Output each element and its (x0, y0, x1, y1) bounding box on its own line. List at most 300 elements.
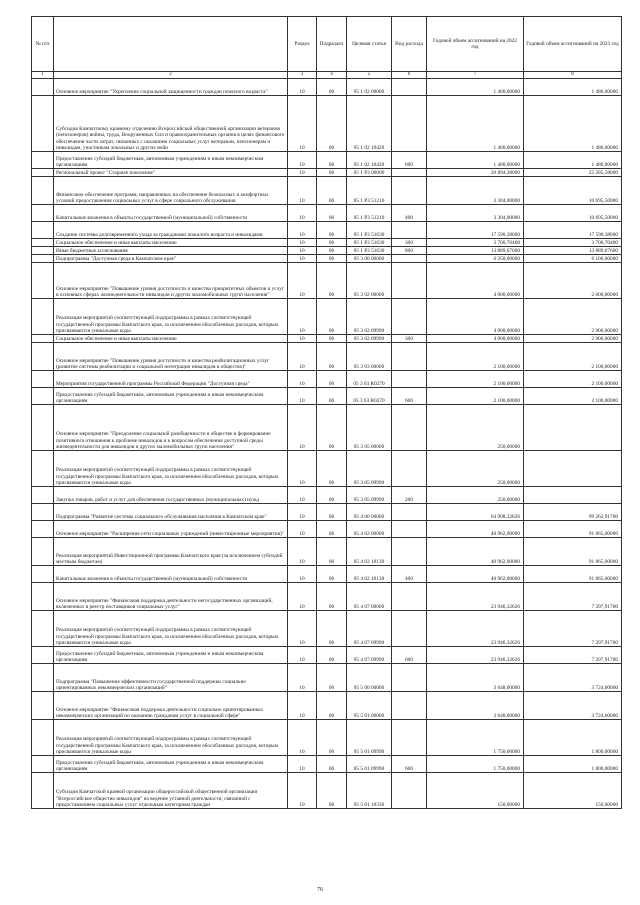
row-expense-kind-cell (392, 177, 427, 205)
row-target-article-cell: 05 1 02 10420 (347, 96, 392, 152)
header-section: Раздел (288, 17, 317, 72)
row-number-cell (32, 239, 54, 247)
row-subsection-cell: 06 (317, 720, 347, 756)
row-amount-2022-cell: 1 460,00000 (427, 79, 524, 96)
row-expense-kind-cell (392, 692, 427, 720)
row-amount-2022-cell: 1 750,00000 (427, 756, 524, 773)
row-name-cell: Капитальные вложения в объекты государственной (муниципальной) собственности (54, 205, 288, 222)
row-section-cell: 10 (288, 222, 317, 239)
row-number-cell (32, 720, 54, 756)
row-target-article-cell: 05 4 07 09990 (347, 611, 392, 647)
row-section-cell: 10 (288, 169, 317, 177)
row-amount-2022-cell: 4 000,00000 (427, 299, 524, 335)
row-subsection-cell: 06 (317, 263, 347, 299)
row-amount-2022-cell: 4 000,00000 (427, 263, 524, 299)
row-section-cell: 10 (288, 611, 317, 647)
page-number: 76 (317, 887, 323, 893)
table-row (32, 255, 622, 263)
column-numbers-row (32, 72, 622, 79)
header-amount-2022: Годовой объем ассигнований на 2022 год (427, 17, 524, 72)
table-row (32, 79, 622, 96)
row-subsection-cell: 06 (317, 583, 347, 611)
table-row (32, 538, 622, 566)
row-number-cell (32, 664, 54, 692)
row-section-cell: 10 (288, 79, 317, 96)
row-number-cell (32, 566, 54, 583)
row-target-article-cell: 05 4 02 00000 (347, 521, 392, 538)
row-expense-kind-cell (392, 299, 427, 335)
row-number-cell (32, 538, 54, 566)
row-amount-2022-cell: 150,00000 (427, 773, 524, 809)
table-row (32, 647, 622, 664)
row-amount-2022-cell: 40 962,00000 (427, 566, 524, 583)
row-amount-2023-cell: 150,00000 (524, 773, 622, 809)
row-name-cell: Закупка товаров, работ и услуг для обеспечения государственных (муниципальных) нужд (54, 487, 288, 504)
table-body (32, 79, 622, 809)
row-number-cell (32, 647, 54, 664)
row-amount-2023-cell: 7 397,91700 (524, 611, 622, 647)
row-expense-kind-cell: 600 (392, 388, 427, 405)
row-amount-2022-cell: 3 700,70400 (427, 239, 524, 247)
column-number: 7 (427, 72, 524, 79)
row-number-cell (32, 405, 54, 451)
row-target-article-cell: 05 4 00 00000 (347, 504, 392, 521)
table-row (32, 335, 622, 343)
row-target-article-cell: 05 1 P3 00000 (347, 169, 392, 177)
row-target-article-cell: 05 3 02 00000 (347, 263, 392, 299)
row-name-cell: Основное мероприятие "Расширение сети социальных учреждений (инвестиционные мероприятия)" (54, 521, 288, 538)
row-section-cell: 10 (288, 343, 317, 371)
row-subsection-cell: 06 (317, 756, 347, 773)
row-amount-2022-cell: 40 962,00000 (427, 521, 524, 538)
row-subsection-cell: 06 (317, 566, 347, 583)
row-amount-2023-cell: 7 397,91700 (524, 583, 622, 611)
row-amount-2023-cell: 1 480,00000 (524, 79, 622, 96)
row-name-cell: Иные бюджетные ассигнования (54, 247, 288, 255)
row-target-article-cell: 05 5 01 00000 (347, 692, 392, 720)
row-number-cell (32, 177, 54, 205)
row-name-cell: Основное мероприятие "Повышение уровня доступности и качества реабилитационных услуг (развитие системы реабилитации и социальной интеграции инвалидов в общество)" (54, 343, 288, 371)
row-amount-2022-cell: 64 908,32626 (427, 504, 524, 521)
row-name-cell: Основное мероприятие "Преодоление социальной разобщенности в обществе и формирование позитивного отношения к проблеме инвалидов и к вопросам обеспечения доступной среды жизнедеятельности для инвалидов и других маломобильных групп населения" (54, 405, 288, 451)
row-expense-kind-cell (392, 169, 427, 177)
row-subsection-cell: 06 (317, 521, 347, 538)
row-amount-2023-cell: 3 724,00000 (524, 664, 622, 692)
row-amount-2022-cell: 40 962,00000 (427, 538, 524, 566)
row-name-cell: Мероприятия государственной программы Российской Федерации "Доступная среда" (54, 371, 288, 388)
row-subsection-cell: 06 (317, 299, 347, 335)
row-subsection-cell: 06 (317, 177, 347, 205)
row-number-cell (32, 152, 54, 169)
budget-table (31, 16, 622, 809)
row-section-cell: 10 (288, 487, 317, 504)
row-amount-2022-cell: 3 304,00000 (427, 177, 524, 205)
row-expense-kind-cell: 400 (392, 205, 427, 222)
row-subsection-cell: 06 (317, 96, 347, 152)
row-name-cell: Реализация мероприятий Инвестиционной программы Камчатского края (за исключением субсидий местным бюджетам) (54, 538, 288, 566)
row-subsection-cell: 06 (317, 504, 347, 521)
row-subsection-cell: 06 (317, 611, 347, 647)
row-amount-2022-cell: 3 648,00000 (427, 692, 524, 720)
row-number-cell (32, 169, 54, 177)
row-amount-2023-cell: 7 397,91700 (524, 647, 622, 664)
row-subsection-cell: 06 (317, 405, 347, 451)
row-subsection-cell: 06 (317, 205, 347, 222)
row-subsection-cell: 06 (317, 79, 347, 96)
row-number-cell (32, 487, 54, 504)
row-number-cell (32, 756, 54, 773)
table-row (32, 504, 622, 521)
row-number-cell (32, 611, 54, 647)
row-amount-2023-cell: 1 480,00000 (524, 96, 622, 152)
table-row (32, 405, 622, 451)
row-subsection-cell: 06 (317, 692, 347, 720)
row-subsection-cell: 06 (317, 647, 347, 664)
row-amount-2022-cell: 3 648,00000 (427, 664, 524, 692)
table-row (32, 205, 622, 222)
row-section-cell: 10 (288, 299, 317, 335)
row-expense-kind-cell (392, 343, 427, 371)
row-amount-2023-cell: 99 262,91700 (524, 504, 622, 521)
row-amount-2023-cell: 2 000,00000 (524, 263, 622, 299)
row-name-cell: Субсидия Камчатской краевой организации общероссийской общественной организации "Всероссийское общество инвалидов" на ведение уставной деятельности, связанной с предоставлением социальных услуг отдельным категориям граждан (54, 773, 288, 809)
row-amount-2022-cell: 250,00000 (427, 451, 524, 487)
row-expense-kind-cell: 200 (392, 487, 427, 504)
row-name-cell: Предоставление субсидий бюджетным, автономным учреждениям и иным некоммерческим организациям (54, 756, 288, 773)
row-target-article-cell: 05 3 03 R0270 (347, 371, 392, 388)
row-amount-2023-cell: 17 590,38000 (524, 222, 622, 239)
row-target-article-cell: 05 1 P3 51210 (347, 177, 392, 205)
row-subsection-cell: 06 (317, 255, 347, 263)
row-expense-kind-cell: 800 (392, 247, 427, 255)
row-name-cell: Социальное обеспечение и иные выплаты населению (54, 239, 288, 247)
row-amount-2022-cell: 3 304,00000 (427, 205, 524, 222)
row-target-article-cell: 05 4 07 00000 (347, 583, 392, 611)
table-row (32, 177, 622, 205)
table-row (32, 169, 622, 177)
row-number-cell (32, 521, 54, 538)
row-name-cell: Подпрограмма "Доступная среда в Камчатском крае" (54, 255, 288, 263)
row-amount-2023-cell: 1 800,00000 (524, 720, 622, 756)
row-amount-2023-cell: 1 800,00000 (524, 756, 622, 773)
row-expense-kind-cell (392, 720, 427, 756)
table-row (32, 263, 622, 299)
row-expense-kind-cell (392, 79, 427, 96)
row-expense-kind-cell: 600 (392, 152, 427, 169)
row-number-cell (32, 371, 54, 388)
row-section-cell: 10 (288, 451, 317, 487)
row-name-cell: Предоставление субсидий бюджетным, автономным учреждениям и иным некоммерческим организациям (54, 152, 288, 169)
header-row (32, 17, 622, 72)
row-target-article-cell: 05 1 02 00000 (347, 79, 392, 96)
row-name-cell: Реализация мероприятий соответствующей подпрограммы в рамках соответствующей государственной программы Камчатского края, за исключением обособленных расходов, которым присваиваются уникальные коды (54, 299, 288, 335)
header-number: № п/п (32, 17, 54, 72)
row-section-cell: 10 (288, 152, 317, 169)
row-number-cell (32, 96, 54, 152)
row-section-cell: 10 (288, 504, 317, 521)
row-name-cell: Подпрограмма "Повышение эффективности государственной поддержки социально ориентированных некоммерческих организаций" (54, 664, 288, 692)
row-amount-2023-cell: 2 100,00000 (524, 343, 622, 371)
row-amount-2023-cell: 6 100,00000 (524, 255, 622, 263)
row-section-cell: 10 (288, 566, 317, 583)
row-expense-kind-cell (392, 222, 427, 239)
row-target-article-cell: 05 4 02 10130 (347, 538, 392, 566)
row-number-cell (32, 255, 54, 263)
row-expense-kind-cell: 400 (392, 566, 427, 583)
row-subsection-cell: 06 (317, 222, 347, 239)
column-number: 2 (54, 72, 288, 79)
row-number-cell (32, 263, 54, 299)
row-amount-2022-cell: 17 590,38000 (427, 222, 524, 239)
row-section-cell: 10 (288, 239, 317, 247)
row-section-cell: 10 (288, 773, 317, 809)
table-row (32, 247, 622, 255)
row-target-article-cell: 05 3 03 R0270 (347, 388, 392, 405)
column-number: 3 (288, 72, 317, 79)
row-subsection-cell: 06 (317, 343, 347, 371)
row-expense-kind-cell (392, 96, 427, 152)
table-row (32, 96, 622, 152)
row-amount-2023-cell: 91 865,00000 (524, 566, 622, 583)
row-name-cell: Подпрограмма "Развитие системы социального обслуживания населения в Камчатском крае" (54, 504, 288, 521)
row-number-cell (32, 504, 54, 521)
row-amount-2023-cell: 2 100,00000 (524, 388, 622, 405)
row-amount-2023-cell: 2 000,00000 (524, 299, 622, 335)
row-amount-2023-cell: 10 695,50000 (524, 177, 622, 205)
row-amount-2022-cell: 23 946,32626 (427, 611, 524, 647)
row-amount-2023-cell: 91 865,00000 (524, 538, 622, 566)
row-amount-2023-cell: 91 865,00000 (524, 521, 622, 538)
row-expense-kind-cell (392, 371, 427, 388)
row-section-cell: 10 (288, 335, 317, 343)
table-row (32, 152, 622, 169)
row-target-article-cell: 05 3 05 00000 (347, 405, 392, 451)
row-section-cell: 10 (288, 538, 317, 566)
row-number-cell (32, 79, 54, 96)
table-row (32, 239, 622, 247)
row-name-cell: Региональный проект "Старшее поколение" (54, 169, 288, 177)
header-name (54, 17, 288, 72)
row-section-cell: 10 (288, 388, 317, 405)
row-name-cell: Основное мероприятие "Финансовая поддержка деятельности негосударственных организаций, включенных в реестр поставщиков социальных услуг" (54, 583, 288, 611)
row-target-article-cell: 05 1 02 10420 (347, 152, 392, 169)
table-row (32, 720, 622, 756)
row-amount-2022-cell: 13 889,67600 (427, 247, 524, 255)
row-amount-2022-cell: 20 894,38000 (427, 169, 524, 177)
row-name-cell: Основное мероприятие "Повышение уровня доступности и качества приоритетных объектов и услуг в основных сферах жизнедеятельности инвалидов и других маломобильных групп населения" (54, 263, 288, 299)
row-number-cell (32, 205, 54, 222)
row-name-cell: Реализация мероприятий соответствующей подпрограммы в рамках соответствующей государственной программы Камчатского края, за исключением обособленных расходов, которым присваиваются уникальные коды (54, 720, 288, 756)
row-amount-2023-cell: 1 480,00000 (524, 152, 622, 169)
row-number-cell (32, 388, 54, 405)
row-target-article-cell: 05 4 07 09990 (347, 647, 392, 664)
row-number-cell (32, 247, 54, 255)
row-section-cell: 10 (288, 177, 317, 205)
row-subsection-cell: 06 (317, 152, 347, 169)
row-amount-2023-cell: 2 100,00000 (524, 371, 622, 388)
row-expense-kind-cell (392, 405, 427, 451)
column-number: 4 (317, 72, 347, 79)
header-subsection: Подраздел (317, 17, 347, 72)
table-row (32, 388, 622, 405)
row-expense-kind-cell (392, 664, 427, 692)
row-expense-kind-cell (392, 451, 427, 487)
row-name-cell: Основное мероприятие "Финансовая поддержка деятельности социально ориентированных некоммерческих организаций по оказанию гражданам услуг в социальной сфере" (54, 692, 288, 720)
row-section-cell: 10 (288, 255, 317, 263)
row-number-cell (32, 299, 54, 335)
row-target-article-cell: 05 5 01 10336 (347, 773, 392, 809)
row-expense-kind-cell (392, 263, 427, 299)
row-section-cell: 10 (288, 664, 317, 692)
row-name-cell: Субсидия Камчатскому краевому отделению Всероссийской общественной организации ветеранов (пенсионеров) войны, труда, Вооруженных Сил и правоохранительных органов в целях финансового обеспечения части затрат, связанных с оказанием социальных услуг ветеранам, пенсионерам и инвалидам, участникам локальных и других войн (54, 96, 288, 152)
row-name-cell: Создание системы долговременного ухода за гражданами пожилого возраста и инвалидами (54, 222, 288, 239)
row-name-cell: Социальное обеспечение и иные выплаты населению (54, 335, 288, 343)
row-amount-2023-cell: 13 889,67600 (524, 247, 622, 255)
row-target-article-cell: 05 3 02 09990 (347, 299, 392, 335)
row-subsection-cell: 06 (317, 538, 347, 566)
row-section-cell: 10 (288, 720, 317, 756)
row-section-cell: 10 (288, 405, 317, 451)
table-row (32, 611, 622, 647)
row-expense-kind-cell: 300 (392, 335, 427, 343)
row-number-cell (32, 583, 54, 611)
row-subsection-cell: 06 (317, 239, 347, 247)
row-expense-kind-cell (392, 504, 427, 521)
row-amount-2022-cell: 250,00000 (427, 487, 524, 504)
table-row (32, 521, 622, 538)
table-row (32, 664, 622, 692)
row-subsection-cell: 06 (317, 247, 347, 255)
table-row (32, 566, 622, 583)
row-target-article-cell: 05 1 P3 51630 (347, 247, 392, 255)
row-target-article-cell: 05 1 P3 51630 (347, 239, 392, 247)
row-amount-2022-cell: 1 460,00000 (427, 152, 524, 169)
header-expense-kind: Вид расхода (392, 17, 427, 72)
row-amount-2023-cell (524, 405, 622, 451)
row-section-cell: 10 (288, 371, 317, 388)
header-target-article: Целевая статья (347, 17, 392, 72)
row-target-article-cell: 05 3 02 09990 (347, 335, 392, 343)
row-subsection-cell: 06 (317, 169, 347, 177)
row-amount-2023-cell: 10 695,50000 (524, 205, 622, 222)
row-number-cell (32, 222, 54, 239)
row-number-cell (32, 451, 54, 487)
row-name-cell: Реализация мероприятий соответствующей подпрограммы в рамках соответствующей государственной программы Камчатского края, за исключением обособленных расходов, которым присваиваются уникальные коды (54, 611, 288, 647)
row-name-cell: Капитальные вложения в объекты государственной (муниципальной) собственности (54, 566, 288, 583)
row-amount-2023-cell: 3 724,00000 (524, 692, 622, 720)
row-target-article-cell: 05 5 01 09990 (347, 756, 392, 773)
row-amount-2022-cell: 250,00000 (427, 405, 524, 451)
row-expense-kind-cell: 300 (392, 239, 427, 247)
row-expense-kind-cell (392, 611, 427, 647)
row-section-cell: 10 (288, 756, 317, 773)
row-amount-2023-cell: 25 285,58000 (524, 169, 622, 177)
row-amount-2023-cell (524, 451, 622, 487)
row-section-cell: 10 (288, 263, 317, 299)
table-row (32, 343, 622, 371)
row-name-cell: Предоставление субсидий бюджетным, автономным учреждениям и иным некоммерческим организациям (54, 647, 288, 664)
table-row (32, 487, 622, 504)
row-expense-kind-cell (392, 773, 427, 809)
row-subsection-cell: 06 (317, 487, 347, 504)
row-expense-kind-cell (392, 583, 427, 611)
row-subsection-cell: 06 (317, 664, 347, 692)
row-amount-2023-cell: 3 700,70400 (524, 239, 622, 247)
row-expense-kind-cell: 600 (392, 756, 427, 773)
row-amount-2022-cell: 23 946,32626 (427, 647, 524, 664)
row-target-article-cell: 05 1 P3 51210 (347, 205, 392, 222)
table-row (32, 299, 622, 335)
row-target-article-cell: 05 4 02 10130 (347, 566, 392, 583)
column-number: 5 (347, 72, 392, 79)
column-number: 1 (32, 72, 54, 79)
row-expense-kind-cell (392, 538, 427, 566)
row-amount-2023-cell (524, 487, 622, 504)
row-amount-2022-cell: 2 100,00000 (427, 388, 524, 405)
row-expense-kind-cell (392, 255, 427, 263)
row-number-cell (32, 692, 54, 720)
row-subsection-cell: 06 (317, 451, 347, 487)
row-subsection-cell: 06 (317, 371, 347, 388)
row-section-cell: 10 (288, 583, 317, 611)
table-row (32, 451, 622, 487)
budget-table-page (31, 16, 621, 809)
row-target-article-cell: 05 3 05 09990 (347, 451, 392, 487)
table-row (32, 583, 622, 611)
row-name-cell: Предоставление субсидий бюджетным, автономным учреждениям и иным некоммерческим организациям (54, 388, 288, 405)
column-number: 8 (524, 72, 622, 79)
row-name-cell: Финансовое обеспечение программ, направленных на обеспечение безопасных и комфортных условий предоставления социальных услуг в сфере социального обслуживания (54, 177, 288, 205)
row-number-cell (32, 335, 54, 343)
row-target-article-cell: 05 1 P3 51630 (347, 222, 392, 239)
row-amount-2022-cell: 2 100,00000 (427, 343, 524, 371)
row-number-cell (32, 343, 54, 371)
row-target-article-cell: 05 3 05 09990 (347, 487, 392, 504)
header-amount-2023: Годовой объем ассигнований на 2023 год (524, 17, 622, 72)
row-expense-kind-cell (392, 521, 427, 538)
table-row (32, 222, 622, 239)
table-row (32, 773, 622, 809)
row-name-cell: Реализация мероприятий соответствующей подпрограммы в рамках соответствующей государственной программы Камчатского края, за исключением обособленных расходов, которым присваиваются уникальные коды (54, 451, 288, 487)
row-target-article-cell: 05 5 01 09990 (347, 720, 392, 756)
row-section-cell: 10 (288, 96, 317, 152)
row-amount-2023-cell: 2 000,00000 (524, 335, 622, 343)
row-expense-kind-cell: 600 (392, 647, 427, 664)
row-subsection-cell: 06 (317, 335, 347, 343)
table-row (32, 756, 622, 773)
row-target-article-cell: 05 5 00 00000 (347, 664, 392, 692)
row-subsection-cell: 06 (317, 773, 347, 809)
row-amount-2022-cell: 2 100,00000 (427, 371, 524, 388)
row-target-article-cell: 05 3 03 00000 (347, 343, 392, 371)
row-number-cell (32, 773, 54, 809)
table-row (32, 371, 622, 388)
row-amount-2022-cell: 6 350,00000 (427, 255, 524, 263)
row-amount-2022-cell: 4 000,00000 (427, 335, 524, 343)
row-target-article-cell: 05 3 00 00000 (347, 255, 392, 263)
row-subsection-cell: 06 (317, 388, 347, 405)
column-number: 6 (392, 72, 427, 79)
row-amount-2022-cell: 1 750,00000 (427, 720, 524, 756)
row-amount-2022-cell: 1 460,00000 (427, 96, 524, 152)
row-amount-2022-cell: 23 946,32626 (427, 583, 524, 611)
row-name-cell: Основное мероприятие "Укрепление социальной защищенности граждан пожилого возраста" (54, 79, 288, 96)
row-section-cell: 10 (288, 647, 317, 664)
table-row (32, 692, 622, 720)
row-section-cell: 10 (288, 247, 317, 255)
row-section-cell: 10 (288, 692, 317, 720)
row-section-cell: 10 (288, 205, 317, 222)
